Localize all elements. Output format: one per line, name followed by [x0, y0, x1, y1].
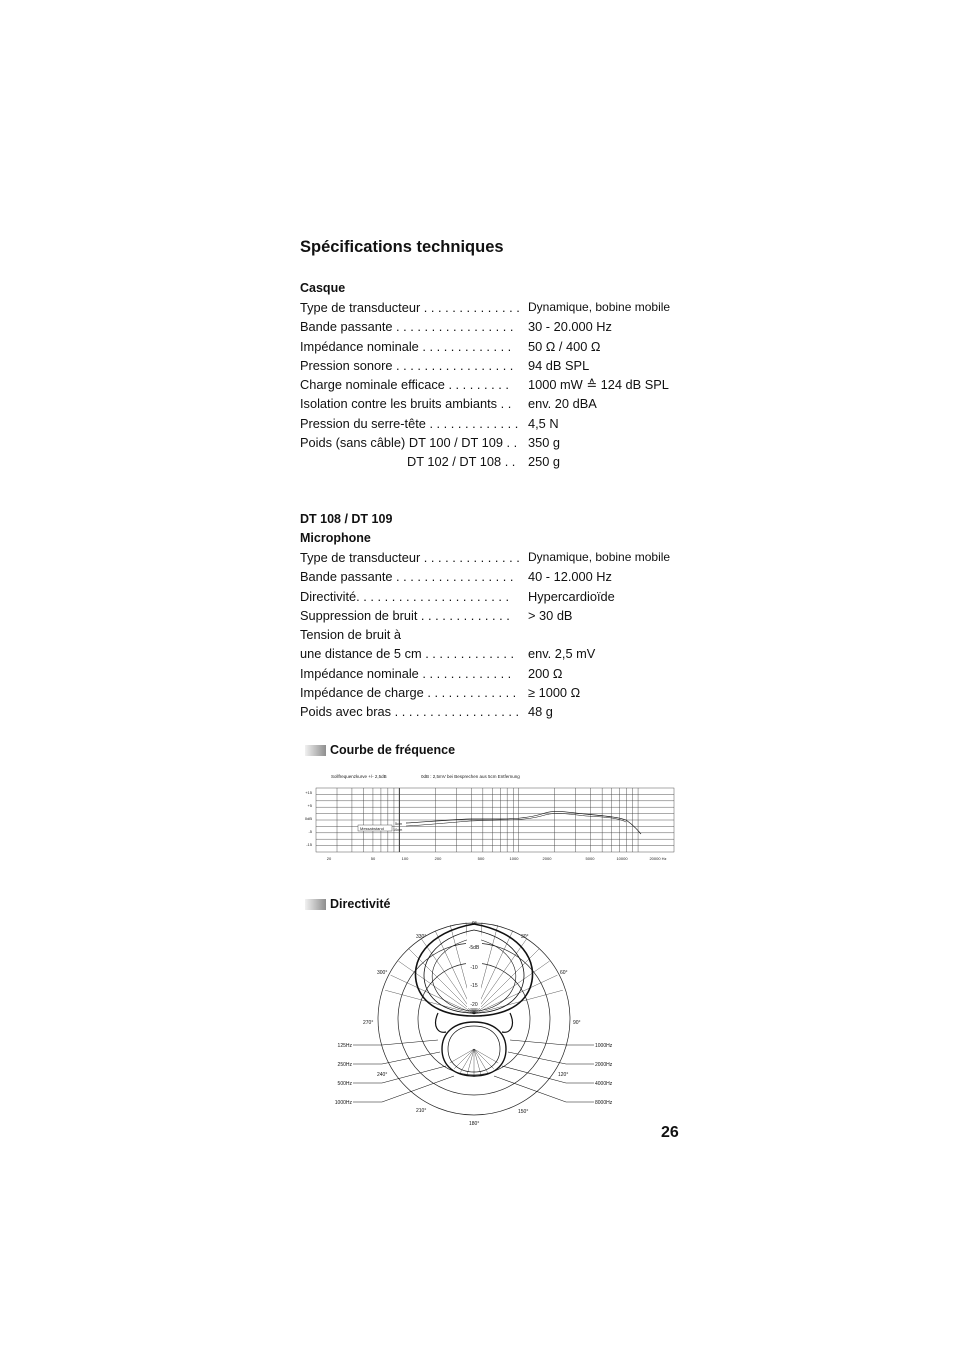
- spec-value: 4,5 N: [528, 415, 559, 431]
- angle-label: 30°: [521, 934, 529, 940]
- legend-right-label: 2000Hz: [595, 1062, 613, 1068]
- spec-value: Dynamique, bobine mobile: [528, 550, 671, 564]
- spec-label: Poids avec bras . . . . . . . . . . . . . . . . . .: [300, 704, 520, 720]
- microphone-heading: Microphone: [300, 531, 371, 545]
- spec-value: 50 Ω / 400 Ω: [528, 338, 601, 354]
- legend-left-label: 500Hz: [337, 1081, 352, 1087]
- x-tick-label: 500: [477, 856, 485, 861]
- spec-label: Tension de bruit à: [300, 627, 402, 643]
- y-tick-label: -5: [308, 829, 312, 834]
- response-curve-10cm: [406, 813, 626, 826]
- spec-row: [300, 337, 700, 356]
- angle-label: 180°: [469, 1121, 480, 1127]
- spec-value: 94 dB SPL: [528, 357, 590, 373]
- ring-label: -15: [470, 983, 478, 989]
- page-number: 26: [661, 1124, 679, 1141]
- spec-label: Bande passante . . . . . . . . . . . . . . . . .: [300, 319, 514, 335]
- model-heading: DT 108 / DT 109: [300, 512, 393, 526]
- spec-row: [300, 414, 700, 433]
- page-title: Spécifications techniques: [300, 238, 504, 256]
- micro-spec-list: [300, 548, 700, 722]
- spec-value: env. 20 dBA: [528, 396, 597, 412]
- ring-label: -20: [470, 1002, 478, 1008]
- angle-label: 300°: [377, 970, 388, 976]
- angle-label: 270°: [363, 1020, 374, 1026]
- spec-value: Dynamique, bobine mobile: [528, 300, 671, 314]
- spec-row: [300, 452, 700, 471]
- legend-leader: [353, 1040, 438, 1045]
- curve-label-5cm: 5cm: [395, 822, 403, 826]
- spec-label: Directivité. . . . . . . . . . . . . . . . . . . . . .: [300, 588, 510, 604]
- x-tick-label: 5000: [585, 856, 595, 861]
- casque-spec-list: [300, 298, 700, 472]
- spec-row: [300, 375, 700, 394]
- measurement-distance-label: Messabstand: [360, 826, 384, 831]
- spec-label: Pression du serre-tête . . . . . . . . . . . . .: [300, 415, 519, 431]
- polar-mesh-line: [474, 961, 549, 1014]
- x-tick-label: 20000 Hz: [649, 856, 667, 861]
- spec-row: [300, 356, 700, 375]
- angle-label: 120°: [558, 1072, 569, 1078]
- spec-row: [300, 433, 700, 452]
- x-tick-label: 100: [401, 856, 409, 861]
- legend-leader: [494, 1076, 594, 1102]
- spec-value: 250 g: [528, 454, 561, 470]
- ring-label: -10: [470, 965, 478, 971]
- x-tick-label: 2000: [542, 856, 552, 861]
- frequency-curve-title: Courbe de fréquence: [330, 743, 456, 757]
- spec-value: 1000 mW ≙ 124 dB SPL: [528, 377, 669, 393]
- angle-label: 240°: [377, 1072, 388, 1078]
- legend-right-label: 4000Hz: [595, 1081, 613, 1087]
- spec-label: Isolation contre les bruits ambiants . .: [300, 396, 512, 412]
- spec-row: [300, 664, 700, 683]
- spec-label: Pression sonore . . . . . . . . . . . . . . . . .: [300, 357, 514, 373]
- spec-value: 40 - 12.000 Hz: [528, 569, 612, 585]
- legend-left-label: 125Hz: [337, 1043, 352, 1049]
- spec-row: [300, 567, 700, 586]
- spec-label: une distance de 5 cm . . . . . . . . . . . . .: [300, 646, 515, 662]
- spec-label: Type de transducteur . . . . . . . . . . . . . .: [300, 550, 520, 565]
- spec-value: > 30 dB: [528, 607, 573, 623]
- polar-mesh-line: [409, 949, 474, 1014]
- spec-value: 48 g: [528, 704, 553, 720]
- spec-row: [300, 683, 700, 702]
- spec-row: [300, 702, 700, 721]
- angle-label: 90°: [573, 1020, 581, 1026]
- legend-left-label: 250Hz: [337, 1062, 352, 1068]
- y-tick-label: 0dB: [304, 816, 312, 821]
- x-tick-label: 50: [370, 856, 376, 861]
- x-tick-label: 20: [326, 856, 332, 861]
- spec-label: Bande passante . . . . . . . . . . . . . . . . .: [300, 569, 514, 585]
- spec-row: [300, 317, 700, 336]
- spec-row: [300, 394, 700, 413]
- angle-label: 210°: [416, 1108, 427, 1114]
- angle-label: 150°: [518, 1109, 529, 1115]
- spec-label: Suppression de bruit . . . . . . . . . . . . .: [300, 607, 510, 623]
- frequency-response-graph: [300, 770, 680, 866]
- directivity-title: Directivité: [330, 897, 391, 911]
- y-tick-label: +5: [307, 803, 312, 808]
- legend-leader: [353, 1052, 440, 1064]
- legend-leader: [510, 1040, 594, 1045]
- angle-label: 60°: [560, 970, 568, 976]
- legend-right-label: 8000Hz: [595, 1100, 613, 1106]
- spec-value: 200 Ω: [528, 665, 563, 681]
- legend-right-label: 1000Hz: [595, 1043, 613, 1049]
- spec-row: [300, 625, 700, 644]
- angle-label: 0°: [472, 921, 477, 927]
- angle-label: 330°: [416, 934, 427, 940]
- x-tick-label: 200: [434, 856, 442, 861]
- graph-caption-right: 0dB : 2,5mV bei Besprechen aus 5cm Entfernung: [421, 774, 520, 779]
- curve-label-10cm: 10cm: [393, 828, 403, 832]
- y-tick-label: -15: [306, 842, 312, 847]
- spec-value: env. 2,5 mV: [528, 646, 596, 662]
- response-curve-5cm: [406, 811, 641, 834]
- y-tick-label: +15: [305, 790, 312, 795]
- spec-label: Poids (sans câble) DT 100 / DT 109 . .: [300, 435, 518, 451]
- spec-sublabel: DT 102 / DT 108 . .: [407, 454, 516, 470]
- legend-leader: [508, 1052, 594, 1064]
- spec-value: Hypercardioïde: [528, 588, 615, 604]
- spec-row: [300, 548, 700, 567]
- spec-row: [300, 587, 700, 606]
- x-tick-label: 10000: [616, 856, 628, 861]
- spec-row: [300, 298, 700, 317]
- spec-row: [300, 644, 700, 663]
- spec-value: 350 g: [528, 435, 561, 451]
- spec-label: Charge nominale efficace . . . . . . . . .: [300, 377, 509, 393]
- legend-leader: [353, 1076, 454, 1102]
- graph-caption-left: Sollfrequenzkurve +/- 2,5dB: [331, 774, 387, 779]
- spec-row: [300, 606, 700, 625]
- polar-mesh-line: [474, 949, 539, 1014]
- spec-value: 30 - 20.000 Hz: [528, 319, 612, 335]
- spec-label: Type de transducteur . . . . . . . . . . . . . .: [300, 300, 520, 315]
- spec-value: ≥ 1000 Ω: [528, 685, 581, 701]
- polar-directivity-diagram: [328, 916, 624, 1130]
- polar-mesh-line: [399, 961, 474, 1014]
- spec-label: Impédance nominale . . . . . . . . . . . . .: [300, 665, 512, 681]
- legend-leader: [353, 1066, 446, 1083]
- heading-gradient-bar: [305, 899, 326, 910]
- heading-gradient-bar: [305, 745, 326, 756]
- x-tick-label: 1000: [509, 856, 519, 861]
- legend-left-label: 1000Hz: [334, 1100, 352, 1106]
- casque-heading: Casque: [300, 281, 346, 295]
- spec-label: Impédance de charge . . . . . . . . . . . . .: [300, 685, 517, 701]
- ring-label: -5dB: [468, 945, 480, 951]
- spec-label: Impédance nominale . . . . . . . . . . . . .: [300, 338, 512, 354]
